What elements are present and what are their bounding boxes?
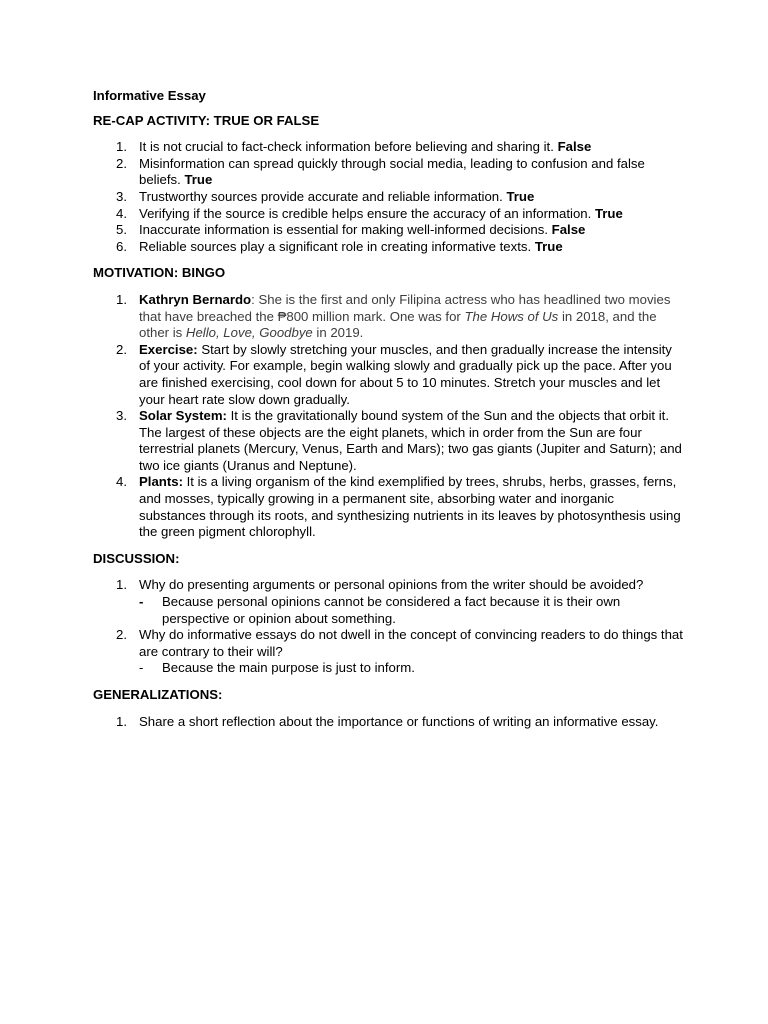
motivation-term: Kathryn Bernardo [139,291,252,307]
recap-item [93,139,683,156]
generalizations-item [93,714,683,731]
motivation-list [93,292,683,541]
motivation-description: It is the gravitationally bound system of the Sun and the objects that orbit it. The largest of these objects are the eight planets, which in order from the Sun are four terrestrial planets (Mercury, Venus, Earth and Mars); two gas giants (Jupiter and Saturn); and two ice giants (Uranus and Neptune). [139,408,682,473]
list-number: 5. [116,222,127,238]
motivation-description: Start by slowly stretching your muscles, and then gradually increase the intensity of your activity. For example, begin walking slowly and gradually pick up the pace. After you are finished exercising, cool down for about 5 to 10 minutes. Stretch your muscles and let your heart rate slow down gradually. [139,341,672,407]
document-content [93,88,683,740]
discussion-answer-list [139,594,683,627]
recap-item [93,189,683,206]
recap-statement: Reliable sources play a significant role in creating informative texts. [139,238,535,254]
discussion-answer: Because personal opinions cannot be considered a fact because it is their own perspective or opinion about something. [162,594,621,626]
movie-title: The Hows of Us [464,308,559,324]
list-number: 3. [116,188,127,204]
discussion-list [93,577,683,677]
recap-item [93,206,683,223]
movie-title: Hello, Love, Goodbye [185,325,313,341]
recap-item [93,156,683,189]
recap-answer: False [551,222,586,238]
recap-answer: True [534,238,563,254]
recap-statement: It is not crucial to fact-check information before believing and sharing it. [139,139,558,155]
discussion-question: Why do informative essays do not dwell in the concept of convincing readers to do things that are contrary to their will? [139,627,683,659]
list-number: 4. [116,474,127,490]
motivation-term: Solar System: [139,408,227,424]
recap-statement: Misinformation can spread quickly through social media, leading to confusion and false beliefs. [139,155,645,188]
list-number: 2. [116,627,127,643]
description-part: in 2019. [312,325,364,341]
generalizations-prompt: Share a short reflection about the importance or functions of writing an informative essay. [139,713,659,729]
list-number: 6. [116,238,127,254]
motivation-item [93,292,683,342]
list-number: 2. [116,341,127,357]
list-number: 2. [116,155,127,171]
recap-statement: Inaccurate information is essential for making well-informed decisions. [139,222,552,238]
discussion-item [93,577,683,627]
description-part: in 2018, and the other is [139,308,657,341]
discussion-answer-item [139,594,683,627]
recap-item [93,222,683,239]
recap-answer: True [506,188,535,204]
document-title: Informative Essay [93,88,206,103]
motivation-description: It is a living organism of the kind exemplified by trees, shrubs, herbs, grasses, ferns, and mosses, typically growing in a permanent site, absorbing water and inorganic substances through its roots, and synthesizing nutrients in its leaves by photosynthesis using the green pigment chlorophyll. [139,474,681,540]
recap-answer: False [557,139,592,155]
discussion-answer-list [139,660,683,677]
recap-statement: Trustworthy sources provide accurate and reliable information. [139,188,507,204]
motivation-item [93,342,683,408]
recap-list [93,139,683,255]
discussion-answer: Because the main purpose is just to inform. [162,660,415,676]
list-number: 1. [116,577,127,593]
recap-answer: True [184,172,213,188]
motivation-heading: MOTIVATION: BINGO [93,265,226,281]
recap-item [93,239,683,256]
discussion-heading: DISCUSSION: [93,550,180,566]
motivation-item [93,474,683,540]
dash-bullet: - [139,594,144,610]
list-number: 3. [116,408,127,424]
generalizations-heading: GENERALIZATIONS: [93,687,223,702]
discussion-answer-item [139,660,683,677]
list-number: 4. [116,205,127,221]
list-number: 1. [116,139,127,155]
dash-bullet: - [139,660,144,676]
recap-heading: RE-CAP ACTIVITY: TRUE OR FALSE [93,112,320,128]
motivation-term: Plants: [139,474,183,490]
motivation-term: Exercise: [139,341,198,357]
recap-statement: Verifying if the source is credible helps ensure the accuracy of an information. [139,205,595,221]
discussion-item [93,627,683,677]
list-number: 1. [116,713,127,729]
description-part: : She is the first and only Filipina actress who has headlined two movies that have breached the ₱800 million mark. One was for [139,291,671,324]
discussion-question: Why do presenting arguments or personal opinions from the writer should be avoided? [139,577,644,593]
generalizations-list [93,714,683,731]
recap-answer: True [594,205,623,221]
list-number: 1. [116,291,127,307]
motivation-item [93,408,683,474]
